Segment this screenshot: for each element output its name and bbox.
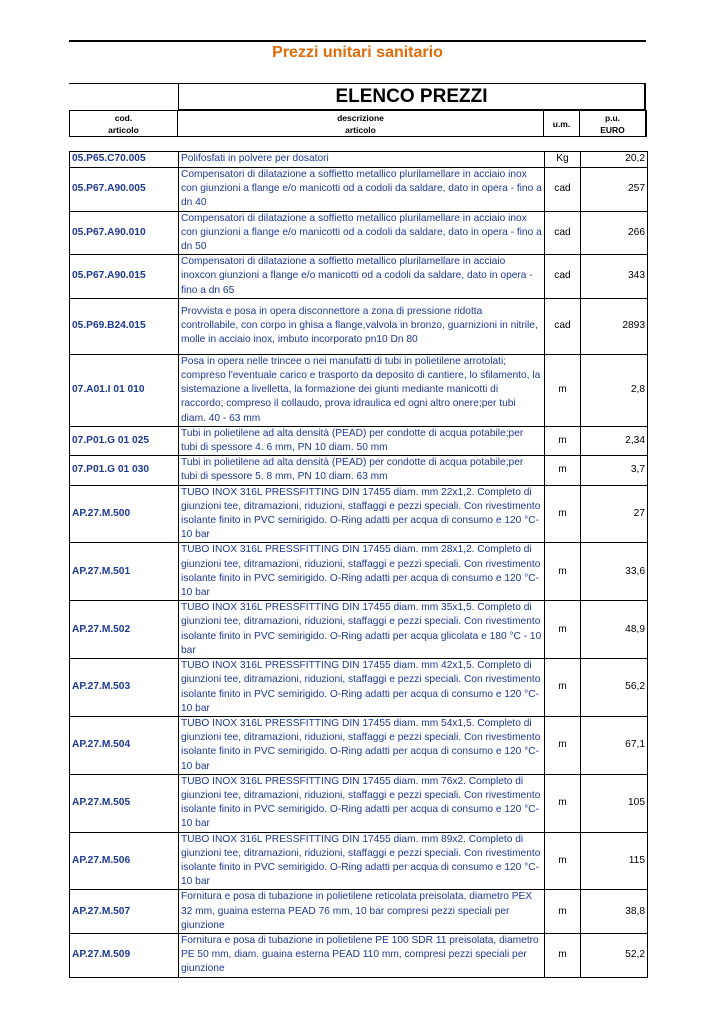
item-description: Tubi in polietilene ad alta densità (PEAD) per condotte di acqua potabile;per tubi di spessore 4. 6 mm, PN 10 diam. 50 mm bbox=[179, 426, 545, 455]
item-code: 05.P69.B24.015 bbox=[70, 298, 179, 354]
item-code: 07.P01.G 01 030 bbox=[70, 456, 179, 485]
column-header-price bbox=[580, 110, 647, 137]
table-row bbox=[70, 152, 648, 168]
item-description: TUBO INOX 316L PRESSFITTING DIN 17455 diam. mm 28x1,2. Completo di giunzioni tee, ditramazioni, riduzioni, staffaggi e pezzi speciali. Con rivestimento isolante finito in PVC semirigido. O-Ring adatti per acqua di consumo e 120 °C- 10 bar bbox=[179, 543, 545, 601]
item-unit: m bbox=[545, 832, 581, 890]
table-row bbox=[70, 354, 648, 426]
column-header-code-line1: cod. bbox=[114, 112, 133, 123]
item-description: Provvista e posa in opera disconnettore a zona di pressione ridotta controllabile, con corpo in ghisa a flange,valvola in bronzo, guarnizioni in nitrile, molle in acciaio inox, imbuto incorporato pn10 Dn 80 bbox=[179, 298, 545, 354]
item-description: Compensatori di dilatazione a soffietto metallico plurilamellare in acciaio inoxcon giunzioni a flange e/o manicotti od a codoli da saldare, dato in opera - fino a dn 65 bbox=[179, 255, 545, 299]
item-price: 115 bbox=[581, 832, 648, 890]
item-description: TUBO INOX 316L PRESSFITTING DIN 17455 diam. mm 35x1,5. Completo di giunzioni tee, ditramazioni, riduzioni, staffaggi e pezzi speciali. Con rivestimento isolante finito in PVC semirigido. O-Ring adatti per acqua glicolata e 180 °C - 10 bar bbox=[179, 601, 545, 659]
item-code: AP.27.M.506 bbox=[70, 832, 179, 890]
item-unit: m bbox=[545, 354, 581, 426]
item-code: AP.27.M.509 bbox=[70, 933, 179, 977]
item-price: 67,1 bbox=[581, 716, 648, 774]
item-price: 343 bbox=[581, 255, 648, 299]
item-unit: m bbox=[545, 543, 581, 601]
table-row bbox=[70, 890, 648, 934]
item-description: TUBO INOX 316L PRESSFITTING DIN 17455 diam. mm 54x1,5. Completo di giunzioni tee, ditramazioni, riduzioni, staffaggi e pezzi speciali. Con rivestimento isolante finito in PVC semirigido. O-Ring adatti per acqua di consumo e 120 °C- 10 bar bbox=[179, 716, 545, 774]
column-header-description bbox=[178, 110, 544, 137]
item-unit: m bbox=[545, 933, 581, 977]
item-price: 33,6 bbox=[581, 543, 648, 601]
table-row bbox=[70, 601, 648, 659]
item-price: 38,8 bbox=[581, 890, 648, 934]
item-unit: Kg bbox=[545, 152, 581, 168]
table-row bbox=[70, 168, 648, 212]
table-row bbox=[70, 211, 648, 255]
item-price: 2893 bbox=[581, 298, 648, 354]
table-row bbox=[70, 255, 648, 299]
item-code: AP.27.M.502 bbox=[70, 601, 179, 659]
item-unit: cad bbox=[545, 168, 581, 212]
item-description: TUBO INOX 316L PRESSFITTING DIN 17455 diam. mm 76x2. Completo di giunzioni tee, ditramazioni, riduzioni, staffaggi e pezzi speciali. Con rivestimento isolante finito in PVC semirigido. O-Ring adatti per acqua di consumo e 120 °C- 10 bar bbox=[179, 774, 545, 832]
item-unit: m bbox=[545, 774, 581, 832]
item-price: 56,2 bbox=[581, 659, 648, 717]
item-price: 20,2 bbox=[581, 152, 648, 168]
item-code: AP.27.M.501 bbox=[70, 543, 179, 601]
item-unit: m bbox=[545, 426, 581, 455]
item-code: AP.27.M.504 bbox=[70, 716, 179, 774]
table-row bbox=[70, 832, 648, 890]
item-code: 07.P01.G 01 025 bbox=[70, 426, 179, 455]
item-unit: cad bbox=[545, 298, 581, 354]
item-price: 105 bbox=[581, 774, 648, 832]
column-header-price-line1: p.u. bbox=[604, 112, 621, 123]
item-description: TUBO INOX 316L PRESSFITTING DIN 17455 diam. mm 89x2. Completo di giunzioni tee, ditramazioni, riduzioni, staffaggi e pezzi speciali. Con rivestimento isolante finito in PVC semirigido. O-Ring adatti per acqua di consumo e 120 °C- 10 bar bbox=[179, 832, 545, 890]
item-description: Posa in opera nelle trincee o nei manufatti di tubi in polietilene arrotolati; compreso l'eventuale carico e trasporto da deposito di cantiere, lo sfilamento, la sistemazione a livelletta, la formazione dei giunti mediante manicotti di raccordo; compreso il collaudo, prova idraulica ed ogni altro onere;per tubi diam. 40 - 63 mm bbox=[179, 354, 545, 426]
column-header-desc-line2: articolo bbox=[345, 124, 376, 135]
item-unit: cad bbox=[545, 255, 581, 299]
item-description: TUBO INOX 316L PRESSFITTING DIN 17455 diam. mm 22x1,2. Completo di giunzioni tee, ditramazioni, riduzioni, staffaggi e pezzi speciali. Con rivestimento isolante finito in PVC semirigido. O-Ring adatti per acqua di consumo e 120 °C- 10 bar bbox=[179, 485, 545, 543]
item-description: Compensatori di dilatazione a soffietto metallico plurilamellare in acciaio inox con giunzioni a flange e/o manicotti od a codoli da saldare, dato in opera - fino a dn 50 bbox=[179, 211, 545, 255]
item-description: TUBO INOX 316L PRESSFITTING DIN 17455 diam. mm 42x1,5. Completo di giunzioni tee, ditramazioni, riduzioni, staffaggi e pezzi speciali. Con rivestimento isolante finito in PVC semirigido. O-Ring adatti per acqua di consumo e 120 °C- 10 bar bbox=[179, 659, 545, 717]
column-header-desc-line1: descrizione bbox=[337, 112, 384, 123]
item-unit: m bbox=[545, 601, 581, 659]
table-row bbox=[70, 426, 648, 455]
item-code: 05.P67.A90.015 bbox=[70, 255, 179, 299]
item-description: Fornitura e posa di tubazione in polietilene reticolata preisolata, diametro PEX 32 mm, guaina esterna PEAD 76 mm, 10 bar compresi pezzi speciali per giunzione bbox=[179, 890, 545, 934]
table-row bbox=[70, 485, 648, 543]
table-row bbox=[70, 774, 648, 832]
item-code: AP.27.M.505 bbox=[70, 774, 179, 832]
item-code: 05.P67.A90.005 bbox=[70, 168, 179, 212]
list-heading: ELENCO PREZZI bbox=[178, 84, 646, 110]
table-row bbox=[70, 933, 648, 977]
item-price: 48,9 bbox=[581, 601, 648, 659]
item-code: AP.27.M.507 bbox=[70, 890, 179, 934]
column-header-um-label: u.m. bbox=[552, 118, 571, 129]
table-row bbox=[70, 543, 648, 601]
item-code: AP.27.M.503 bbox=[70, 659, 179, 717]
price-table-body bbox=[70, 152, 648, 978]
item-code: 05.P65.C70.005 bbox=[70, 152, 179, 168]
table-row bbox=[70, 659, 648, 717]
table-row bbox=[70, 298, 648, 354]
item-unit: m bbox=[545, 659, 581, 717]
table-row bbox=[70, 716, 648, 774]
item-unit: m bbox=[545, 456, 581, 485]
table-row bbox=[70, 456, 648, 485]
item-price: 27 bbox=[581, 485, 648, 543]
item-description: Compensatori di dilatazione a soffietto metallico plurilamellare in acciaio inox con giunzioni a flange e/o manicotti od a codoli da saldare, dato in opera - fino a dn 40 bbox=[179, 168, 545, 212]
price-table bbox=[69, 151, 648, 978]
column-header-code bbox=[69, 110, 178, 137]
column-header-um bbox=[544, 110, 580, 137]
item-description: Fornitura e posa di tubazione in polietilene PE 100 SDR 11 preisolata, diametro PE 50 mm, diam. guaina esterna PEAD 110 mm, compresi pezzi speciali per giunzione bbox=[179, 933, 545, 977]
item-price: 52,2 bbox=[581, 933, 648, 977]
column-header-code-line2: articolo bbox=[108, 124, 139, 135]
item-code: AP.27.M.500 bbox=[70, 485, 179, 543]
item-price: 3,7 bbox=[581, 456, 648, 485]
column-header-price-line2: EURO bbox=[600, 124, 625, 135]
item-code: 05.P67.A90.010 bbox=[70, 211, 179, 255]
item-unit: m bbox=[545, 485, 581, 543]
item-description: Polifosfati in polvere per dosatori bbox=[179, 152, 545, 168]
item-unit: cad bbox=[545, 211, 581, 255]
item-price: 257 bbox=[581, 168, 648, 212]
item-unit: m bbox=[545, 716, 581, 774]
item-unit: m bbox=[545, 890, 581, 934]
item-description: Tubi in polietilene ad alta densità (PEAD) per condotte di acqua potabile;per tubi di spessore 5. 8 mm, PN 10 diam. 63 mm bbox=[179, 456, 545, 485]
item-price: 2,8 bbox=[581, 354, 648, 426]
item-price: 2,34 bbox=[581, 426, 648, 455]
page-title: Prezzi unitari sanitario bbox=[272, 44, 443, 61]
item-code: 07.A01.I 01 010 bbox=[70, 354, 179, 426]
item-price: 266 bbox=[581, 211, 648, 255]
